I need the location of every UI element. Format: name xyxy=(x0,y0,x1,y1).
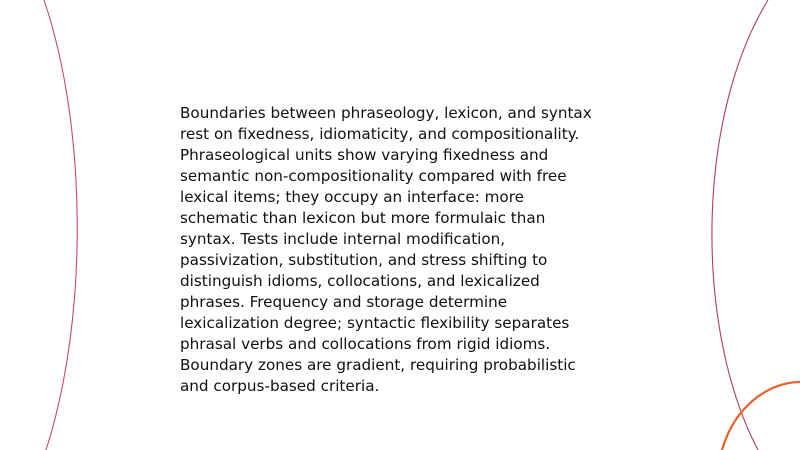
orange-accent-arc xyxy=(722,382,800,450)
left-arc xyxy=(44,0,77,450)
right-arc xyxy=(712,0,768,450)
body-paragraph: Boundaries between phraseology, lexicon, and syntax rest on fixedness, idiomaticity, and compositionality. Phraseological units show varying fixedness and semantic non-compositionality compared with free lexical items; they occupy an interface: more schematic than lexicon but more formulaic than syntax. Tests include internal modification, passivization, substitution, and stress shifting to distinguish idioms, collocations, and lexicalized phrases. Frequency and storage determine lexicalization degree; syntactic flexibility separates phrasal verbs and collocations from rigid idioms. Boundary zones are gradient, requiring probabilistic and corpus-based criteria. xyxy=(180,104,592,395)
